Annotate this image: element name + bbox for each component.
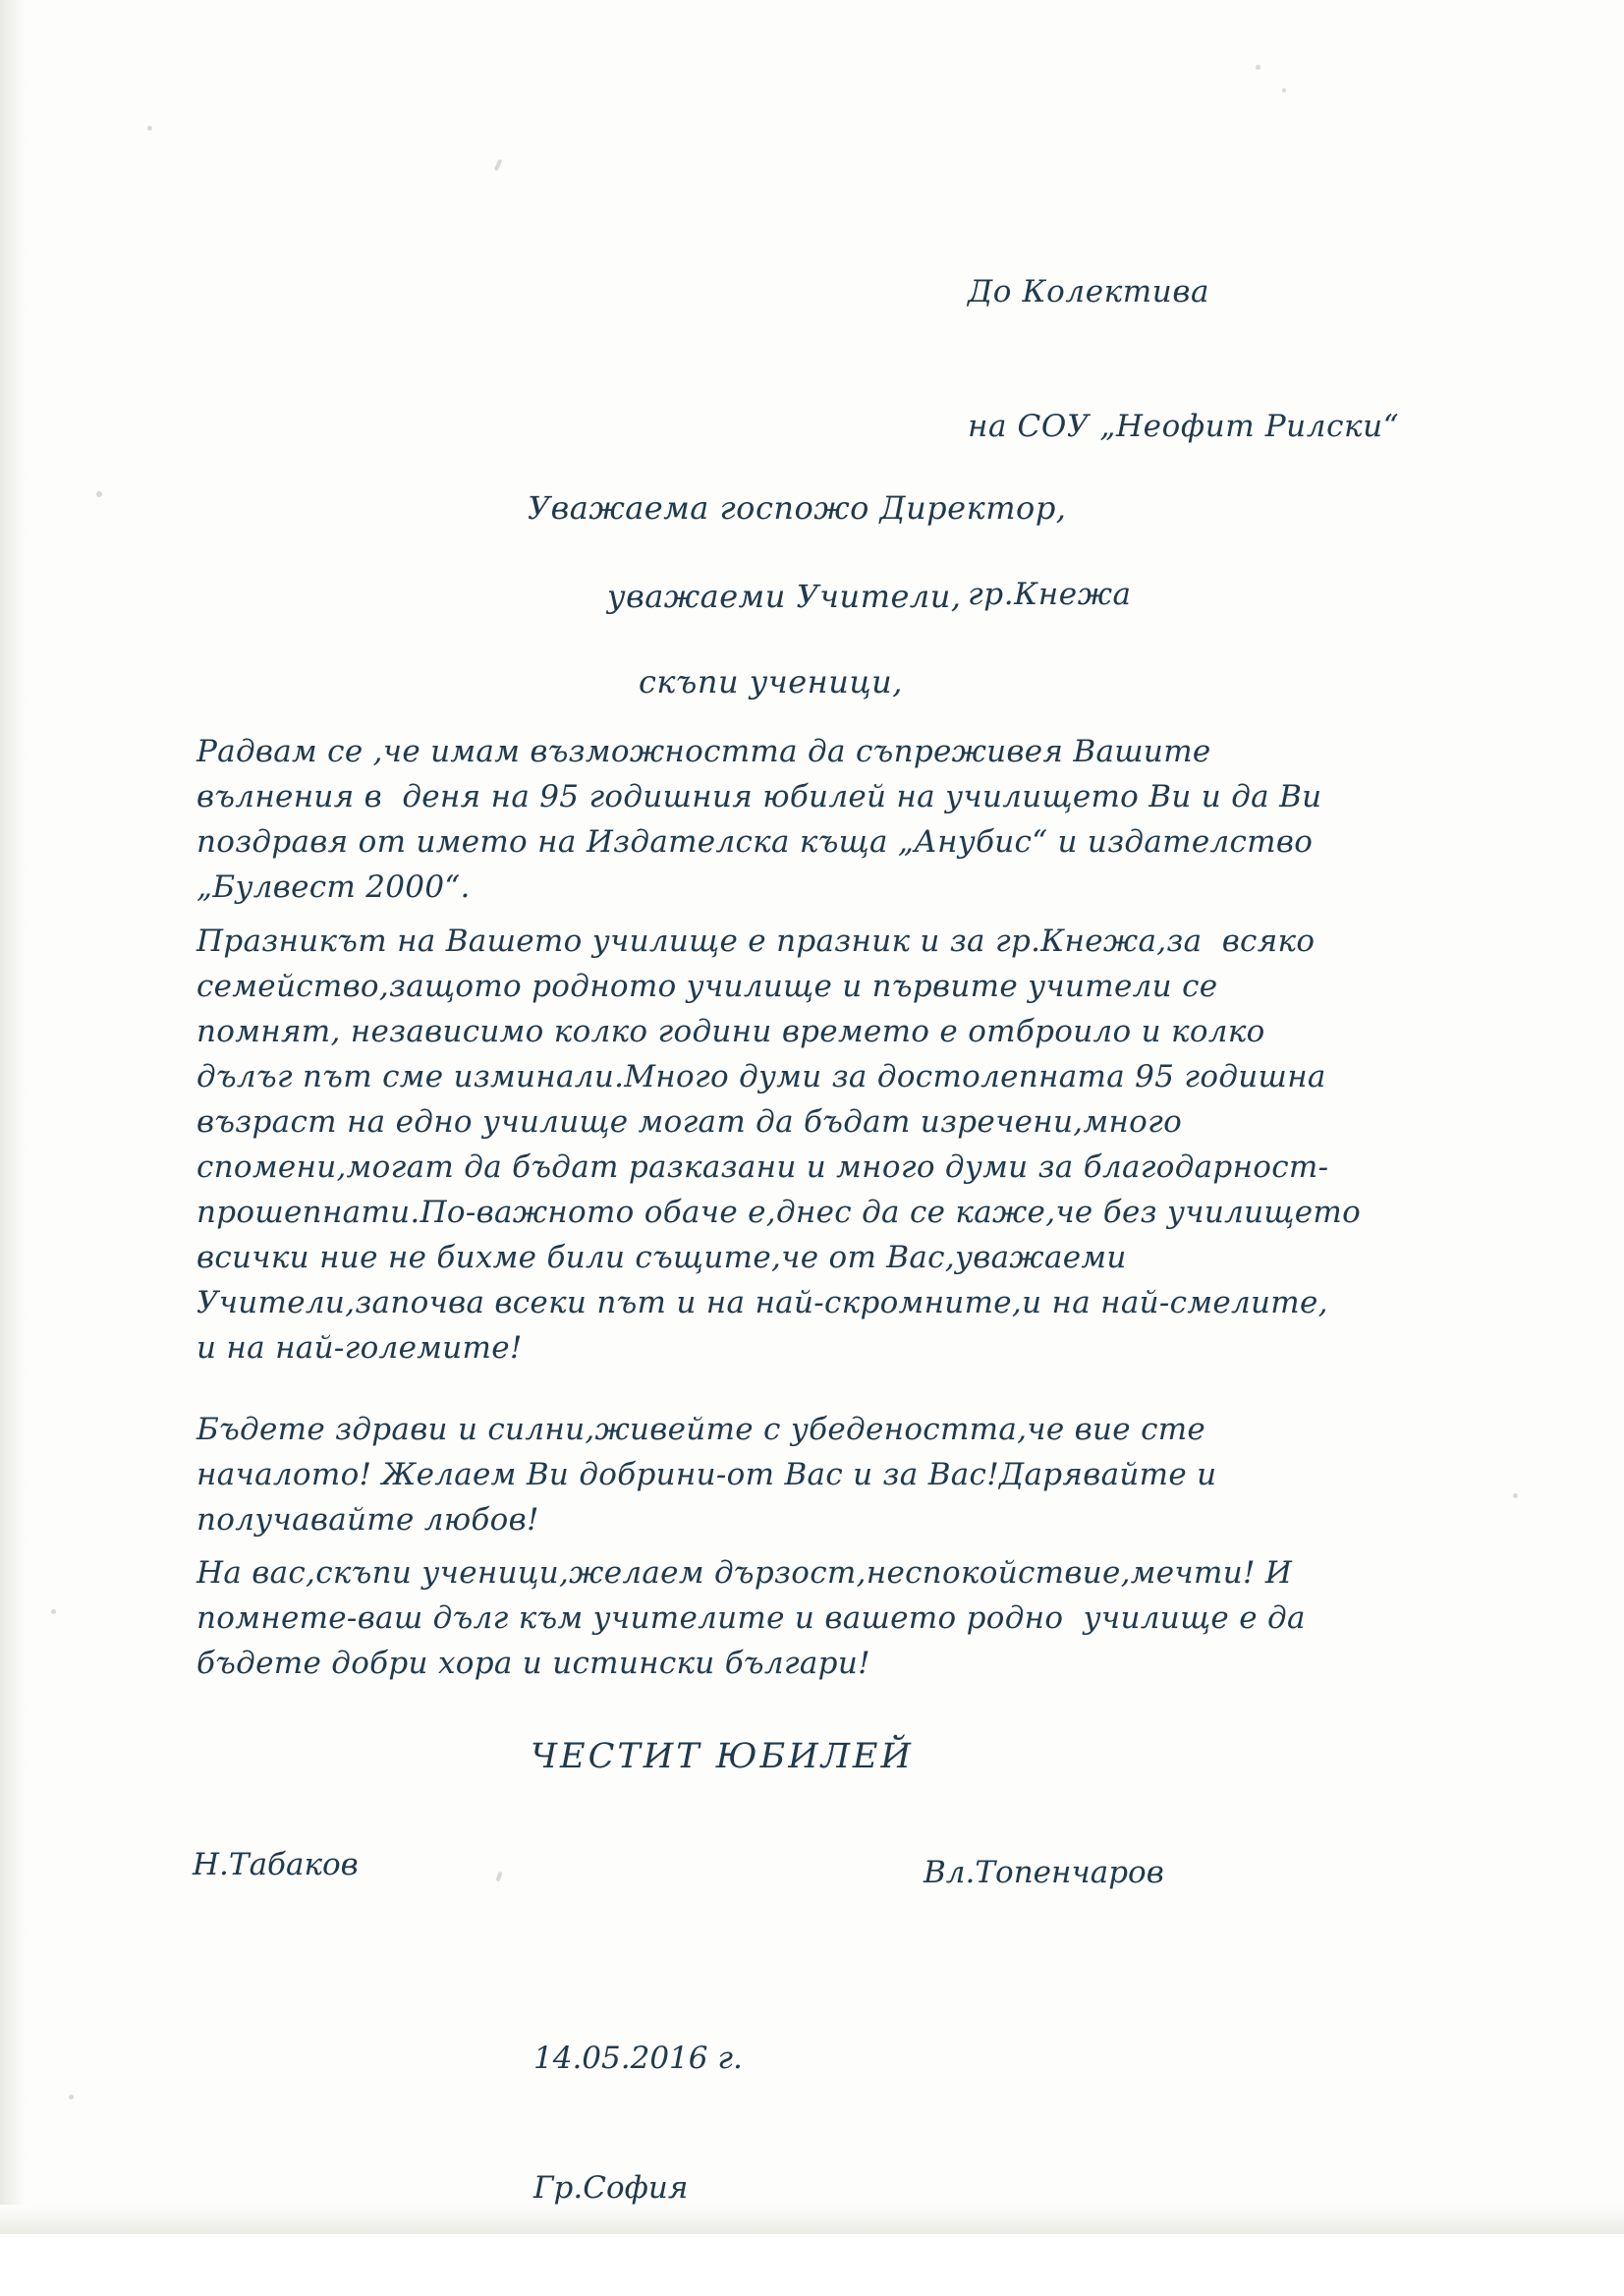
scan-speck <box>1256 65 1260 70</box>
addressee-line-1: До Колектива <box>968 273 1210 309</box>
scan-speck <box>96 491 102 497</box>
letter-place: Гр.София <box>533 2170 689 2206</box>
scan-speck <box>1513 1493 1518 1498</box>
salutation-director: Уважаема госпожо Директор, <box>528 489 1067 527</box>
salutation-teachers: уважаеми Учители, <box>607 578 962 615</box>
salutation-students: скъпи ученици, <box>639 663 903 700</box>
scan-speck <box>51 1609 56 1614</box>
scan-speck <box>147 126 152 131</box>
scan-speck <box>69 2095 74 2100</box>
scan-speck <box>494 159 503 172</box>
addressee-block <box>968 182 1399 704</box>
letter-date: 14.05.2016 г. <box>533 2041 743 2076</box>
addressee-line-2: на СОУ „Неофит Рилски“ <box>968 408 1400 444</box>
body-paragraph-1: Радвам се ,че имам възможността да съпреживея Вашите вълнения в деня на 95 годишния юбилей на училището Ви и да Ви поздравя от името на Издателска къща „Анубис“ и издателство „Булвест 2000“. <box>196 734 1332 905</box>
congratulation-headline: ЧЕСТИТ ЮБИЛЕЙ <box>531 1737 915 1776</box>
scan-speck <box>496 1872 503 1882</box>
body-paragraph-2: Празникът на Вашето училище е празник и за гр.Кнежа,за всяко семейство,защото родното училище и първите учители се помнят, независимо колко години времето е отброило и колко дълъг път сме изминали.Много думи за достолепната 95 годишна възраст на едно училище могат да бъдат изречени,много спомени,могат да бъдат разказани и много думи за благодарност- прошепнати.По-важното обаче е,днес да се каже,че без училището всички ние не бихме били същите,че от Вас,уважаеми Учители,започва всеки път и на най-скромните,и на най-смелите, и на най-големите! <box>196 924 1372 1366</box>
body-paragraph-4: На вас,скъпи ученици,желаем дързост,неспокойствие,мечти! И помнете-ваш дълг към учителите и вашето родно училище е да бъдете добри хора и истински българи! <box>196 1555 1316 1681</box>
signature-right: Вл.Топенчаров <box>924 1855 1164 1890</box>
signature-left: Н.Табаков <box>193 1847 359 1882</box>
date-place-block <box>533 1950 743 2296</box>
addressee-city: гр.Кнежа <box>968 576 1132 612</box>
scan-speck <box>1282 88 1286 92</box>
body-paragraph-3: Бъдете здрави и силни,живейте с убедеността,че вие сте началото! Желаем Ви добрини-от Вас и за Вас!Дарявайте и получавайте любов! <box>196 1412 1227 1538</box>
